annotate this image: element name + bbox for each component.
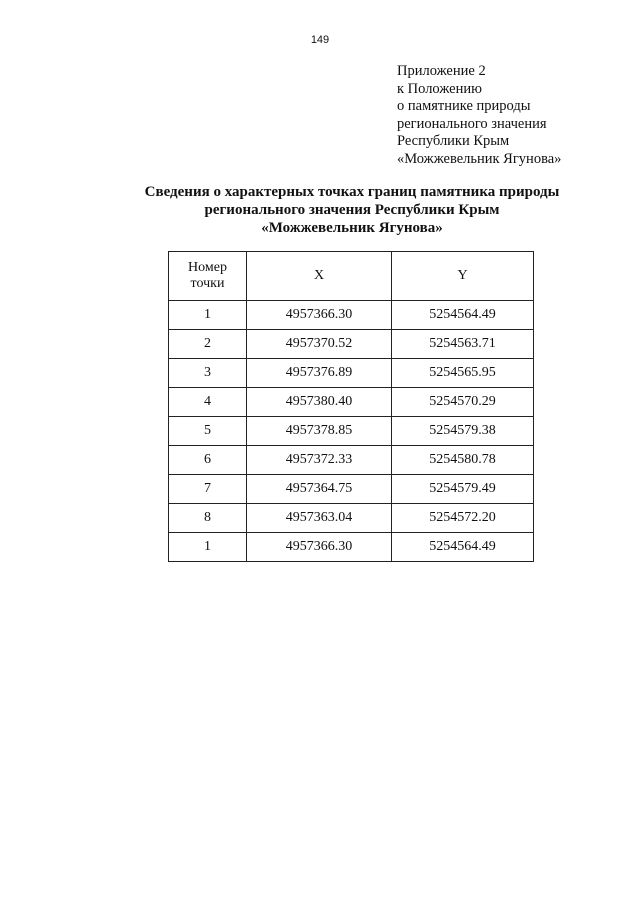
cell-y: 5254564.49 xyxy=(392,533,534,562)
table-row xyxy=(169,504,534,533)
header-point-line1: Номер xyxy=(188,260,227,275)
cell-point-number: 6 xyxy=(169,446,247,475)
cell-x: 4957364.75 xyxy=(247,475,392,504)
cell-point-number: 4 xyxy=(169,388,247,417)
cell-y: 5254572.20 xyxy=(392,504,534,533)
cell-y: 5254570.29 xyxy=(392,388,534,417)
cell-x: 4957376.89 xyxy=(247,359,392,388)
cell-y: 5254579.38 xyxy=(392,417,534,446)
cell-y: 5254564.49 xyxy=(392,301,534,330)
table-row xyxy=(169,475,534,504)
cell-point-number: 2 xyxy=(169,330,247,359)
appendix-line: Приложение 2 xyxy=(397,63,486,79)
table-row xyxy=(169,301,534,330)
table-header-row xyxy=(169,252,534,301)
coordinates-table xyxy=(168,251,534,562)
appendix-line: Республики Крым xyxy=(397,133,510,149)
cell-y: 5254580.78 xyxy=(392,446,534,475)
table-row xyxy=(169,388,534,417)
header-point-line2: точки xyxy=(190,276,225,291)
cell-y: 5254565.95 xyxy=(392,359,534,388)
cell-x: 4957370.52 xyxy=(247,330,392,359)
cell-point-number: 1 xyxy=(169,301,247,330)
cell-y: 5254579.49 xyxy=(392,475,534,504)
cell-x: 4957378.85 xyxy=(247,417,392,446)
table-row xyxy=(169,446,534,475)
cell-x: 4957363.04 xyxy=(247,504,392,533)
table-row xyxy=(169,359,534,388)
table-row xyxy=(169,417,534,446)
appendix-line: регионального значения xyxy=(397,115,547,132)
table-row xyxy=(169,533,534,562)
cell-x: 4957366.30 xyxy=(247,301,392,330)
cell-point-number: 8 xyxy=(169,504,247,533)
table-row xyxy=(169,330,534,359)
header-y: Y xyxy=(392,252,534,301)
title-line: «Можжевельник Ягунова» xyxy=(261,220,443,236)
appendix-line: о памятнике природы xyxy=(397,98,531,114)
page-number: 149 xyxy=(310,34,330,46)
appendix-line: к Положению xyxy=(397,80,482,97)
cell-point-number: 3 xyxy=(169,359,247,388)
cell-point-number: 1 xyxy=(169,533,247,562)
title-line: регионального значения Республики Крым xyxy=(204,202,500,218)
cell-point-number: 7 xyxy=(169,475,247,504)
header-x: X xyxy=(247,252,392,301)
cell-x: 4957380.40 xyxy=(247,388,392,417)
title-line: Сведения о характерных точках границ памятника природы xyxy=(144,184,560,200)
appendix-reference xyxy=(397,63,561,168)
cell-x: 4957372.33 xyxy=(247,446,392,475)
cell-x: 4957366.30 xyxy=(247,533,392,562)
header-point-number xyxy=(169,252,247,301)
cell-point-number: 5 xyxy=(169,417,247,446)
cell-y: 5254563.71 xyxy=(392,330,534,359)
document-title xyxy=(100,183,604,237)
appendix-line: «Можжевельник Ягунова» xyxy=(397,150,562,167)
